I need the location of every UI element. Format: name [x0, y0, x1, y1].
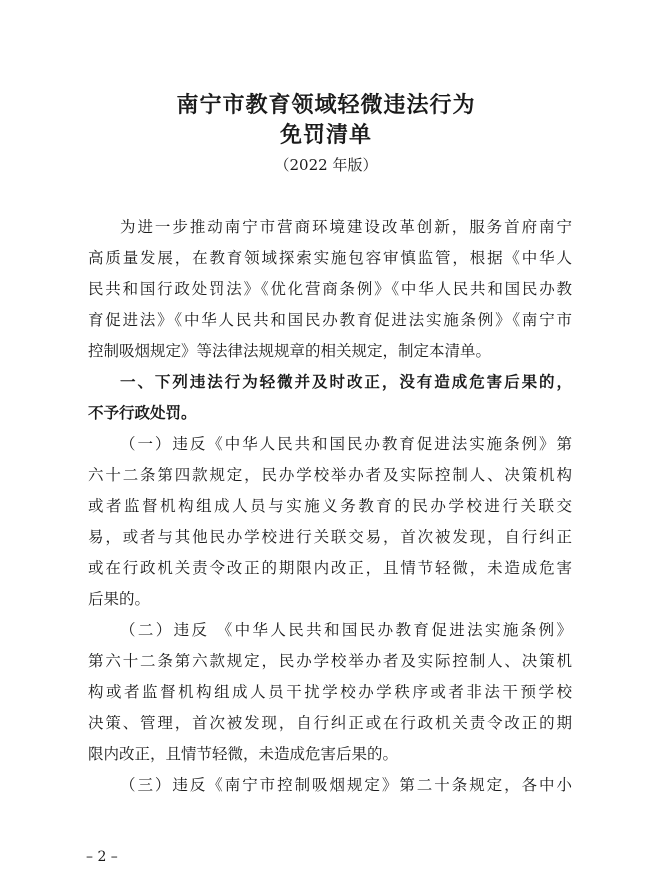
document-title-line-1: 南宁市教育领域轻微违法行为	[176, 92, 476, 118]
item-line: （三）违反《南宁市控制吸烟规定》第二十条规定，各中小	[120, 776, 572, 794]
paragraph-line: 育促进法》《中华人民共和国民办教育促进法实施条例》《南宁市	[88, 311, 572, 329]
item-line: 或者监督机构组成人员与实施义务教育的民办学校进行关联交	[88, 497, 572, 515]
paragraph-line: 高质量发展，在教育领域探索实施包容审慎监管，根据《中华人	[88, 249, 572, 267]
section-heading: 一、下列违法行为轻微并及时改正，没有造成危害后果的，	[120, 372, 572, 391]
item-line: （二）违反 《中华人民共和国民办教育促进法实施条例》	[120, 621, 572, 639]
paragraph-line: 民共和国行政处罚法》《优化营商条例》《中华人民共和国民办教	[88, 280, 572, 298]
document-title-line-2: 免罚清单	[279, 122, 372, 148]
item-line: （一）违反《中华人民共和国民办教育促进法实施条例》第	[120, 435, 572, 453]
item-line: 决策、管理，首次被发现，自行纠正或在行政机关责令改正的期	[88, 714, 572, 732]
item-line: 第六十二条第六款规定，民办学校举办者及实际控制人、决策机	[88, 652, 572, 670]
item-line: 或在行政机关责令改正的期限内改正，且情节轻微，未造成危害	[88, 559, 572, 577]
paragraph-line: 为进一步推动南宁市营商环境建设改革创新，服务首府南宁	[120, 218, 572, 236]
item-line: 限内改正，且情节轻微，未造成危害后果的。	[88, 745, 399, 763]
item-line: 构或者监督机构组成人员干扰学校办学秩序或者非法干预学校	[88, 683, 572, 701]
paragraph-line: 控制吸烟规定》等法律法规规章的相关规定，制定本清单。	[88, 342, 492, 360]
section-heading: 不予行政处罚。	[88, 403, 197, 422]
item-line: 易，或者与其他民办学校进行关联交易，首次被发现，自行纠正	[88, 528, 572, 546]
document-edition: （2022 年版）	[274, 156, 378, 174]
item-line: 六十二条第四款规定，民办学校举办者及实际控制人、决策机构	[88, 466, 572, 484]
page-number: – 2 –	[86, 849, 118, 865]
item-line: 后果的。	[88, 590, 151, 608]
